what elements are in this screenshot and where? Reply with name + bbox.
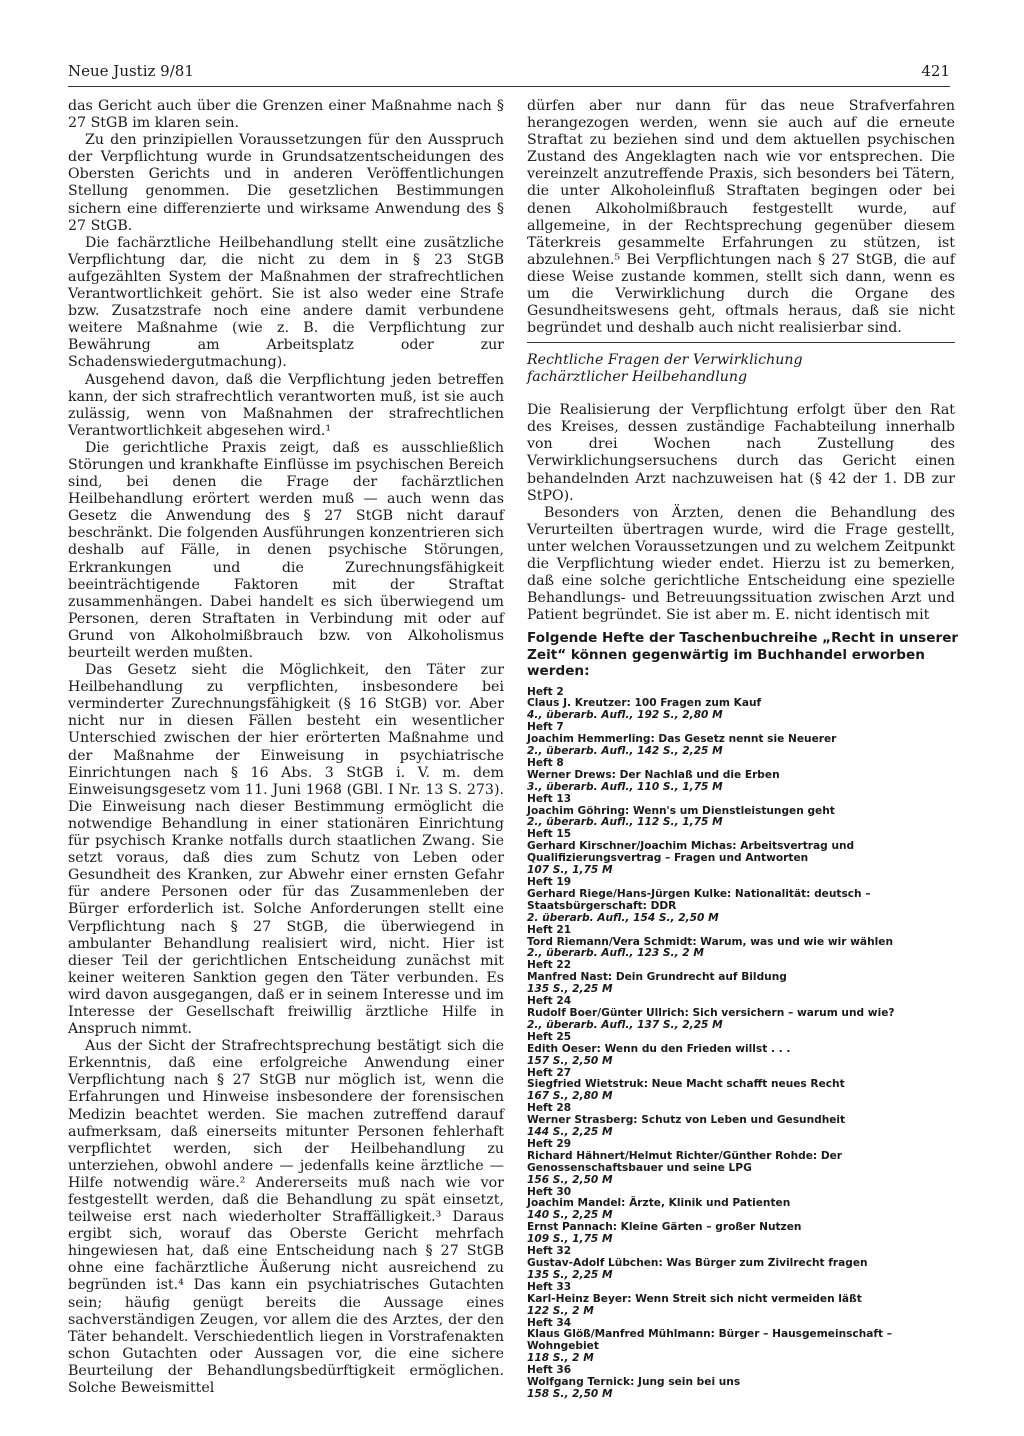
book-title: Klaus Glöß/Manfred Mühlmann: Bürger – Hausgemeinschaft – Wohngebiet — [527, 1328, 893, 1353]
section-divider — [527, 342, 955, 343]
book-number: Heft 36 — [527, 1364, 572, 1377]
book-title: Gustav-Adolf Lübchen: Was Bürger zum Zivilrecht fragen — [527, 1257, 868, 1269]
book-edition: 135 S., 2,25 M — [527, 983, 613, 996]
book-number: Heft 28 — [527, 1102, 572, 1115]
book-title: Edith Oeser: Wenn du den Frieden willst . . . — [527, 1042, 791, 1055]
book-edition: 122 S., 2 M — [527, 1304, 594, 1317]
journal-title: Neue Justiz 9/81 — [68, 62, 194, 80]
paragraph: Zu den prinzipiellen Voraussetzungen für den Ausspruch der Verpflichtung wurde in Grundsatzentscheidungen des Obersten Gerichts und in anderen Veröffentlichungen Stellung genommen. Die gesetzlichen Bestimmungen sichern eine differenzierte und wirksame Anwendung des § 27 StGB. — [68, 132, 504, 234]
book-title: Karl-Heinz Beyer: Wenn Streit sich nicht vermeiden läßt — [527, 1292, 862, 1305]
book-edition: 157 S., 2,50 M — [527, 1054, 613, 1067]
book-edition: 2., überarb. Aufl., 112 S., 1,75 M — [527, 816, 723, 829]
book-edition: 140 S., 2,25 M — [527, 1209, 613, 1222]
book-title: Werner Strasberg: Schutz von Leben und Gesundheit — [527, 1114, 846, 1127]
book-items — [527, 687, 963, 1401]
book-title: Tord Riemann/Vera Schmidt: Warum, was und wie wir wählen — [527, 935, 893, 948]
section-heading-line: fachärztlicher Heilbehandlung — [527, 369, 748, 386]
book-title: Rudolf Boer/Günter Ullrich: Sich versichern – warum und wie? — [527, 1006, 895, 1019]
book-number: Heft 33 — [527, 1280, 572, 1293]
book-title: Wolfgang Ternick: Jung sein bei uns — [527, 1376, 741, 1389]
book-number: Heft 29 — [527, 1137, 572, 1150]
book-edition: 118 S., 2 M — [527, 1352, 594, 1365]
book-title: Joachim Mandel: Ärzte, Klinik und Patienten — [527, 1197, 791, 1210]
right-column-section — [527, 352, 955, 624]
book-title: Joachim Göhring: Wenn's um Dienstleistungen geht — [527, 804, 835, 817]
book-edition: 109 S., 1,75 M — [527, 1233, 613, 1246]
book-number: Heft 19 — [527, 876, 572, 888]
book-edition: 2., überarb. Aufl., 142 S., 2,25 M — [527, 745, 723, 758]
book-number: Heft 15 — [527, 828, 572, 841]
book-edition: 2., überarb. Aufl., 123 S., 2 M — [527, 947, 704, 960]
section-heading-line: Rechtliche Fragen der Verwirklichung — [527, 352, 803, 368]
paragraph: Besonders von Ärzten, denen die Behandlung des Verurteilten übertragen wurde, wird die Frage gestellt, unter welchen Voraussetzungen und zu welchem Zeitpunkt die Verpflichtung wieder endet. Hierzu ist zu bemerken, daß eine solche gerichtliche Entscheidung eine spezielle Behandlungs- und Betreuungssituation zwischen Arzt und Patient begründet. Sie ist aber m. E. nicht identisch mit — [527, 504, 955, 624]
paragraph: Die gerichtliche Praxis zeigt, daß es ausschließlich Störungen und krankhafte Einflüsse im psychischen Bereich sind, bei denen die Frage der fachärztlichen Heilbehandlung erörtert werden muß — auch wenn das Gesetz die Anwendung des § 27 StGB nicht darauf beschränkt. Die folgenden Ausführungen konzentrieren sich deshalb auf Fälle, in denen psychische Störungen, Erkrankungen und die Zurechnungsfähigkeit beeinträchtigende Faktoren mit der Straftat zusammenhängen. Dabei handelt es sich überwiegend um Personen, deren Straftaten in Verbindung mit oder auf Grund von Alkoholmißbrauch bzw. von Alkoholismus beurteilt werden mußten. — [68, 439, 504, 661]
book-number: Heft 32 — [527, 1245, 572, 1258]
book-edition: 2. überarb. Aufl., 154 S., 2,50 M — [527, 911, 719, 924]
book-number: Heft 34 — [527, 1316, 572, 1329]
book-number: Heft 21 — [527, 923, 572, 936]
paragraph: Die Realisierung der Verpflichtung erfolgt über den Rat des Kreises, dessen zuständige Fachabteilung innerhalb von drei Wochen nach Zustellung des Verwirklichungsersuchens durch das Gericht einen behandelnden Arzt nachzuweisen hat (§ 42 der 1. DB zur StPO). — [527, 402, 955, 504]
book-number: Heft 8 — [527, 756, 564, 769]
paragraph: Die fachärztliche Heilbehandlung stellt eine zusätzliche Verpflichtung dar, die nicht zu dem in § 23 StGB aufgezählten System der Maßnahmen der strafrechtlichen Verantwortlichkeit gehört. Sie ist also weder eine Strafe bzw. Zusatzstrafe noch eine andere damit verbundene weitere Maßnahme (wie z. B. die Verpflichtung zur Bewährung am Arbeitsplatz oder zur Schadenswiedergutmachung). — [68, 234, 504, 371]
book-number: Heft 30 — [527, 1185, 572, 1198]
book-edition: 135 S., 2,25 M — [527, 1268, 613, 1281]
right-column — [527, 98, 955, 337]
book-number: Heft 7 — [527, 721, 564, 734]
paragraph: Ausgehend davon, daß die Verpflichtung jeden betreffen kann, der sich strafrechtlich verantworten muß, ist sie auch zulässig, wenn von Maßnahmen der strafrechtlichen Verantwortlichkeit abgesehen wird.¹ — [68, 371, 504, 439]
book-number: Heft 2 — [527, 685, 564, 698]
book-list-intro: Folgende Hefte der Taschenbuchreihe „Recht in unserer Zeit“ können gegenwärtig im Buchhandel erworben werden: — [527, 630, 959, 679]
page-header — [68, 62, 950, 87]
book-title: Manfred Nast: Dein Grundrecht auf Bildung — [527, 971, 787, 984]
book-title: Werner Drews: Der Nachlaß und die Erben — [527, 768, 780, 781]
book-edition: 158 S., 2,50 M — [527, 1387, 613, 1400]
book-number: Heft 24 — [527, 995, 572, 1008]
book-number: Heft 25 — [527, 1030, 572, 1043]
book-title: Gerhard Riege/Hans-Jürgen Kulke: Nationalität: deutsch – Staatsbürgerschaft: DDR — [527, 887, 871, 912]
book-number: Heft 22 — [527, 959, 572, 972]
left-column — [68, 98, 504, 1397]
book-edition: 167 S., 2,80 M — [527, 1090, 613, 1103]
book-number: Heft 13 — [527, 792, 572, 805]
book-title: Richard Hähnert/Helmut Richter/Günther Rohde: Der Genossenschaftsbauer und seine LPG — [527, 1149, 843, 1174]
book-edition: 3., überarb. Aufl., 110 S., 1,75 M — [527, 780, 723, 793]
book-list — [527, 630, 963, 1401]
paragraph: das Gericht auch über die Grenzen einer Maßnahme nach § 27 StGB im klaren sein. — [68, 98, 504, 132]
page-number: 421 — [921, 62, 950, 80]
paragraph: dürfen aber nur dann für das neue Strafverfahren herangezogen werden, wenn sie auch auf die erneute Straftat zu beziehen sind und dem aktuellen psychischen Zustand des Angeklagten nach wie vor entsprechen. Die vereinzelt anzutreffende Praxis, sich besonders bei Tätern, die unter Alkoholeinfluß Straftaten begingen oder bei denen Alkoholmißbrauch festgestellt wurde, auf allgemeine, in der Rechtsprechung gegenüber diesem Täterkreis gesammelte Erfahrungen zu stützen, ist abzulehnen.⁵ Bei Verpflichtungen nach § 27 StGB, die auf diese Weise zustande kommen, stellt sich dann, wenn es um die Verwirklichung durch die Organe des Gesundheitswesens geht, oftmals heraus, daß sie nicht begründet und deshalb auch nicht realisierbar sind. — [527, 98, 955, 337]
book-title: Joachim Hemmerling: Das Gesetz nennt sie Neuerer — [527, 733, 837, 746]
book-edition: 4., überarb. Aufl., 192 S., 2,80 M — [527, 709, 723, 722]
book-edition: 144 S., 2,25 M — [527, 1126, 613, 1139]
book-title: Gerhard Kirschner/Joachim Michas: Arbeitsvertrag und Qualifizierungsvertrag – Fragen und Antworten — [527, 840, 855, 865]
book-edition: 2., überarb. Aufl., 137 S., 2,25 M — [527, 1018, 723, 1031]
book-edition: 107 S., 1,75 M — [527, 864, 613, 877]
book-title: Claus J. Kreutzer: 100 Fragen zum Kauf — [527, 697, 762, 710]
section-heading — [527, 352, 955, 386]
paragraph: Das Gesetz sieht die Möglichkeit, den Täter zur Heilbehandlung zu verpflichten, insbesondere bei verminderter Zurechnungsfähigkeit (§ 16 StGB) vor. Aber nicht nur in diesen Fällen besteht ein wesentlicher Unterschied zwischen der hier erörterten Maßnahme und der Maßnahme der Einweisung in psychiatrische Einrichtungen nach § 16 Abs. 3 StGB i. V. m. dem Einweisungsgesetz vom 11. Juni 1968 (GBl. I Nr. 13 S. 273). Die Einweisung nach dieser Bestimmung ermöglicht die notwendige Behandlung in einer stationären Einrichtung für psychisch Kranke notfalls durch staatlichen Zwang. Sie setzt voraus, daß dies zum Schutz von Leben oder Gesundheit des Kranken, zur Abwehr einer ernsten Gefahr für andere Personen oder für das Zusammenleben der Bürger erforderlich ist. Solche Anforderungen stellt eine Verpflichtung nach § 27 StGB, die überwiegend in ambulanter Behandlung realisiert wird, nicht. Hier ist dieser Teil der gerichtlichen Entscheidung zunächst mit keiner weiteren Sanktion gegen den Täter verbunden. Es wird davon ausgegangen, daß er in seinem Interesse und im Interesse der Gesellschaft freiwillig ärztliche Hilfe in Anspruch nimmt. — [68, 662, 504, 1038]
paragraph: Aus der Sicht der Strafrechtsprechung bestätigt sich die Erkenntnis, daß eine erfolgreiche Anwendung einer Verpflichtung nach § 27 StGB nur möglich ist, wenn die Erfahrungen und Hinweise insbesondere der forensischen Medizin beachtet werden. Sie machen zutreffend darauf aufmerksam, daß einerseits mitunter Personen fehlerhaft verpflichtet werden, sich der Heilbehandlung zu unterziehen, obwohl andere — jedenfalls keine ärztliche — Hilfe notwendig wäre.² Andererseits muß nach wie vor festgestellt werden, daß die Behandlung zu spät einsetzt, teilweise erst nach wiederholter Straffälligkeit.³ Daraus ergibt sich, worauf das Oberste Gericht mehrfach hingewiesen hat, daß eine Entscheidung nach § 27 StGB ohne eine fachärztliche Äußerung nicht ausreichend zu begründen ist.⁴ Das kann ein psychiatrisches Gutachten sein; häufig genügt bereits die Aussage eines sachverständigen Zeugen, vor allem die des Arztes, der den Täter behandelt. Verschiedentlich liegen in Vorstrafenakten schon Gutachten oder Aussagen vor, die eine sichere Beurteilung der Behandlungsbedürftigkeit ermöglichen. Solche Beweismittel — [68, 1038, 504, 1397]
book-edition: 156 S., 2,50 M — [527, 1173, 613, 1186]
book-title: Siegfried Wietstruk: Neue Macht schafft neues Recht — [527, 1078, 845, 1091]
book-number: Heft 27 — [527, 1066, 572, 1079]
book-title: Ernst Pannach: Kleine Gärten – großer Nutzen — [527, 1221, 802, 1234]
